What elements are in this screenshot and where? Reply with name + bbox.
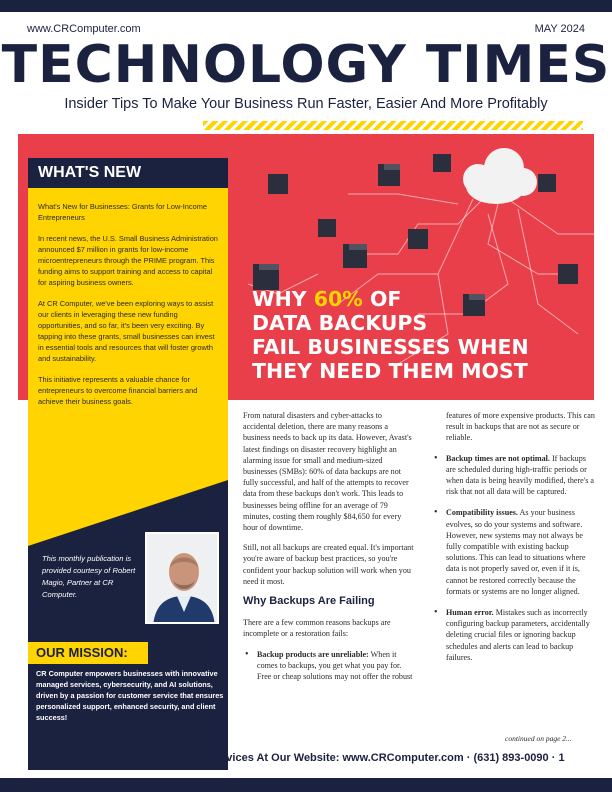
whats-new-header: WHAT'S NEW <box>28 158 228 188</box>
article-subheading: Why Backups Are Failing <box>243 595 375 608</box>
mission-header: OUR MISSION: <box>28 642 148 664</box>
headline-highlight: 60% <box>313 287 363 311</box>
list-item: • Compatibility issues. As your business evolves, so do your systems and software. However, new systems may not always be fully compatible with existing backup solutions. This can lead to situations where data is not properly saved or, even if it is, cannot be restored correctly because the formats or systems are no longer aligned. <box>432 507 596 597</box>
masthead: TECHNOLOGY TIMES <box>1 35 611 95</box>
website-url[interactable]: www.CRComputer.com <box>27 23 141 35</box>
courtesy-note: This monthly publication is provided courtesy of Robert Magio, Partner at CR Computer. <box>42 554 136 599</box>
decorative-stripes <box>203 121 583 130</box>
issue-date: MAY 2024 <box>534 23 585 35</box>
bottom-bar <box>0 778 612 792</box>
article-paragraph: Still, not all backups are created equal. It's important you're aware of backup best practices, so you're confident your backup solution will work when you need it most. <box>243 543 414 586</box>
article-column-2 <box>432 410 596 673</box>
continued-note: continued on page 2... <box>505 734 572 743</box>
article-paragraph: There are a few common reasons backups are incomplete or a restoration fails: <box>243 618 391 639</box>
hero-headline: WHY 60% OF DATA BACKUPS FAIL BUSINESSES WHEN THEY NEED THEM MOST <box>252 287 529 383</box>
author-photo <box>145 532 219 624</box>
footer-cta[interactable]: Get More Free Tips, Tools And Services At Our Website: www.CRComputer.com · (631) 893-0090 · 1 <box>47 752 565 764</box>
whats-new-body: What's New for Businesses: Grants for Low-Income Entrepreneurs In recent news, the U.S. Small Business Administration announced $7 million in grants for low-income microentrepreneurs through the PRIME program. This funding aims to support training and access to capital for aspiring business owners. At CR Computer, we've been exploring ways to assist our clients in leveraging these new funding opportunities, and so far, it's been very exciting. By tapping into these grants, small businesses can invest in essential tools and resources that will foster growth and sustainability. This initiative represents a valuable chance for entrepreneurs to overcome financial barriers and achieve their business goals. <box>38 202 218 406</box>
list-item: • Human error. Mistakes such as incorrectly configuring backup parameters, accidentally deleting crucial files or ignoring backup schedules and alerts can lead to backup failures. <box>432 607 596 663</box>
list-item: • Backup times are not optimal. If backups are scheduled during high-traffic periods or when data is being heavily modified, there's a risk that not all data will be captured. <box>432 453 596 498</box>
sidebar <box>28 158 228 770</box>
top-bar <box>0 0 612 12</box>
article-paragraph: From natural disasters and cyber-attacks to accidental deletion, there are many reasons a business needs to back up its data. However, Avast's latest findings on disaster recovery highlight an alarming issue for small and medium-sized businesses (SMBs): 60% of data backups are not fully successful, and half of the attempts to recover data from these backups don't work. This leads to businesses being offline for an average of 79 minutes, costing them roughly $84,650 for every hour of downtime. <box>243 411 412 533</box>
article-paragraph: features of more expensive products. This can result in backups that are not as secure or reliable. <box>446 411 595 443</box>
list-item: • Backup products are unreliable: When it comes to backups, you get what you pay for. Free or cheap solutions may not offer the robust <box>243 649 415 683</box>
article-column-1 <box>243 410 415 692</box>
mission-text: CR Computer empowers businesses with innovative managed services, cybersecurity, and AI solutions, driven by a passion for customer service that ensures personalized support, enhanced security, and client success! <box>36 669 224 722</box>
tagline: Insider Tips To Make Your Business Run Faster, Easier And More Profitably <box>64 96 548 112</box>
